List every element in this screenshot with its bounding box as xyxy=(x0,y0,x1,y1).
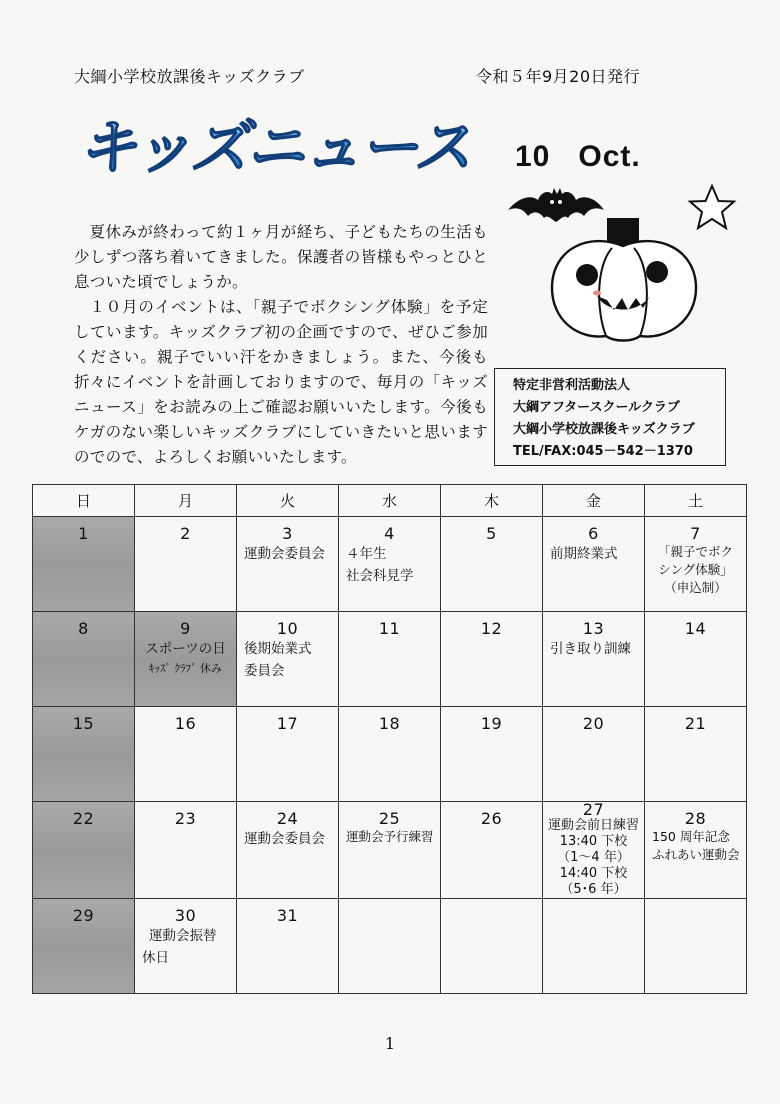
day-number: 4 xyxy=(384,524,395,543)
event-label: 運動会委員会 xyxy=(244,546,325,562)
day-number: 18 xyxy=(378,714,401,733)
event-label: 14:40 下校 xyxy=(559,866,628,881)
calendar-day-cell xyxy=(237,612,339,707)
org-phone: TEL/FAX:045－542－1370 xyxy=(513,444,693,459)
calendar-day-cell xyxy=(135,612,237,707)
calendar-day-cell xyxy=(237,899,339,994)
event-label: 後期始業式 xyxy=(244,641,312,657)
calendar-day-cell xyxy=(339,517,441,612)
day-number: 13 xyxy=(582,619,605,638)
day-number: 24 xyxy=(276,809,299,828)
calendar-day-cell xyxy=(645,612,747,707)
day-number: 11 xyxy=(378,619,401,638)
day-number: 7 xyxy=(690,524,701,543)
calendar-day-cell xyxy=(543,707,645,802)
weekday-header: 火 xyxy=(237,485,339,517)
newsletter-title: キッズニュース xyxy=(78,113,470,182)
weekday-header: 土 xyxy=(645,485,747,517)
event-label: 運動会振替 xyxy=(149,928,217,944)
day-number: 14 xyxy=(684,619,707,638)
org-line-1: 特定非営利活動法人 xyxy=(513,378,631,393)
day-number: 20 xyxy=(582,714,605,733)
calendar-day-cell xyxy=(441,517,543,612)
intro-paragraph-2: １０月のイベントは、「親子でボクシング体験」を予定しています。キッズクラブ初の企画ですので、ぜひご参加ください。親子でいい汗をかきましょう。また、今後も折々にイベントを計画しておりますので、毎月の「キッズニュース」をお読みの上ご確認お願いいたします。今後もケガのない楽しいキッズクラブにしていきたいと思いますのでので、よろしくお願いいたします。 xyxy=(74,298,488,466)
org-line-3: 大綱小学校放課後キッズクラブ xyxy=(513,422,695,437)
day-number: 21 xyxy=(684,714,707,733)
event-label: シング体験」 xyxy=(658,562,733,577)
calendar-week xyxy=(33,517,747,612)
event-label: 前期終業式 xyxy=(550,546,618,562)
day-number: 28 xyxy=(684,809,707,828)
day-number: 23 xyxy=(174,809,197,828)
day-number: 29 xyxy=(72,906,95,925)
event-label: 休日 xyxy=(142,950,169,966)
event-label: 運動会予行練習 xyxy=(346,829,434,844)
day-number: 6 xyxy=(588,524,599,543)
day-number: 26 xyxy=(480,809,503,828)
calendar-day-cell xyxy=(237,707,339,802)
event-label: 「親子でボク xyxy=(657,544,733,559)
event-label: 引き取り訓練 xyxy=(550,641,631,657)
calendar-day-cell xyxy=(135,899,237,994)
weekday-header: 金 xyxy=(543,485,645,517)
event-label: 150 周年記念 xyxy=(652,829,730,844)
calendar-week xyxy=(33,899,747,994)
org-line-2: 大綱アフタースクールクラブ xyxy=(513,400,680,415)
event-label: ４年生 xyxy=(346,546,387,562)
issue-date: 令和５年9月20日発行 xyxy=(476,67,641,86)
day-number: 15 xyxy=(72,714,95,733)
calendar-day-cell xyxy=(237,517,339,612)
calendar-day-cell xyxy=(339,802,441,899)
weekday-header: 日 xyxy=(33,485,135,517)
day-number: 25 xyxy=(378,809,401,828)
calendar-day-cell xyxy=(33,802,135,899)
header-org-name: 大綱小学校放課後キッズクラブ xyxy=(74,67,305,86)
day-number: 31 xyxy=(276,906,299,925)
event-label: （1～4 年） xyxy=(557,850,630,865)
calendar-day-cell xyxy=(645,899,747,994)
event-label: 委員会 xyxy=(244,663,285,679)
calendar-day-cell xyxy=(441,707,543,802)
event-label: （5･6 年） xyxy=(560,882,627,897)
event-label: 13:40 下校 xyxy=(559,834,628,849)
newsletter-title-art xyxy=(78,112,478,182)
intro-paragraph-1: 夏休みが終わって約１ヶ月が経ち、子どもたちの生活も少しずつ落ち着いてきました。保護者の皆様もやっとひと息ついた頃でしょうか。 xyxy=(74,223,488,291)
weekday-header: 木 xyxy=(441,485,543,517)
calendar-day-cell xyxy=(645,517,747,612)
calendar-day-cell xyxy=(645,707,747,802)
calendar-day-cell xyxy=(441,899,543,994)
calendar-day-cell xyxy=(543,612,645,707)
calendar-day-cell xyxy=(135,707,237,802)
calendar-day-cell xyxy=(33,517,135,612)
calendar-day-cell xyxy=(339,707,441,802)
weekday-header: 水 xyxy=(339,485,441,517)
day-number: 3 xyxy=(282,524,293,543)
calendar-day-cell xyxy=(237,802,339,899)
event-label: ふれあい運動会 xyxy=(652,847,740,862)
day-number: 10 xyxy=(276,619,299,638)
jack-o-lantern-icon xyxy=(552,218,696,341)
calendar-day-cell xyxy=(339,612,441,707)
day-number: 22 xyxy=(72,809,95,828)
day-number: 27 xyxy=(582,800,605,819)
calendar-day-cell xyxy=(135,802,237,899)
calendar-day-cell xyxy=(339,899,441,994)
calendar-day-cell xyxy=(543,802,645,899)
calendar-day-cell xyxy=(543,517,645,612)
calendar-day-cell xyxy=(441,802,543,899)
event-label: 社会科見学 xyxy=(346,568,414,584)
calendar-day-cell xyxy=(33,612,135,707)
day-number: 5 xyxy=(486,524,497,543)
intro-text xyxy=(74,220,488,470)
calendar-day-cell xyxy=(645,802,747,899)
star-icon xyxy=(690,186,734,228)
calendar-day-cell xyxy=(33,707,135,802)
day-number: 16 xyxy=(174,714,197,733)
calendar-weekday-row xyxy=(33,485,747,517)
calendar-day-cell xyxy=(441,612,543,707)
day-number: 12 xyxy=(480,619,503,638)
calendar-day-cell xyxy=(33,899,135,994)
event-label: 運動会委員会 xyxy=(244,831,325,847)
calendar-day-cell xyxy=(135,517,237,612)
day-number: 30 xyxy=(174,906,197,925)
halloween-illustration xyxy=(500,180,750,350)
calendar-week xyxy=(33,612,747,707)
day-number: 2 xyxy=(180,524,191,543)
day-number: 8 xyxy=(78,619,89,638)
month-heading xyxy=(515,140,641,174)
day-number: 17 xyxy=(276,714,299,733)
event-label: ｷｯｽﾞ ｸﾗﾌﾞ 休み xyxy=(149,662,222,675)
day-number: 19 xyxy=(480,714,503,733)
event-label: スポーツの日 xyxy=(145,641,226,657)
event-label: 運動会前日練習 xyxy=(547,818,639,833)
day-number: 9 xyxy=(180,619,191,638)
organization-info-box xyxy=(494,368,726,466)
october-calendar xyxy=(32,484,747,994)
month-number: 10 xyxy=(515,140,551,173)
month-label: Oct. xyxy=(578,140,641,173)
day-number: 1 xyxy=(78,524,89,543)
event-label: （申込制） xyxy=(664,580,727,595)
weekday-header: 月 xyxy=(135,485,237,517)
calendar-week xyxy=(33,707,747,802)
bat-icon xyxy=(508,188,604,222)
newsletter-title-logo xyxy=(78,112,478,182)
page-number: 1 xyxy=(384,1034,396,1053)
calendar-week xyxy=(33,802,747,899)
calendar-day-cell xyxy=(543,899,645,994)
